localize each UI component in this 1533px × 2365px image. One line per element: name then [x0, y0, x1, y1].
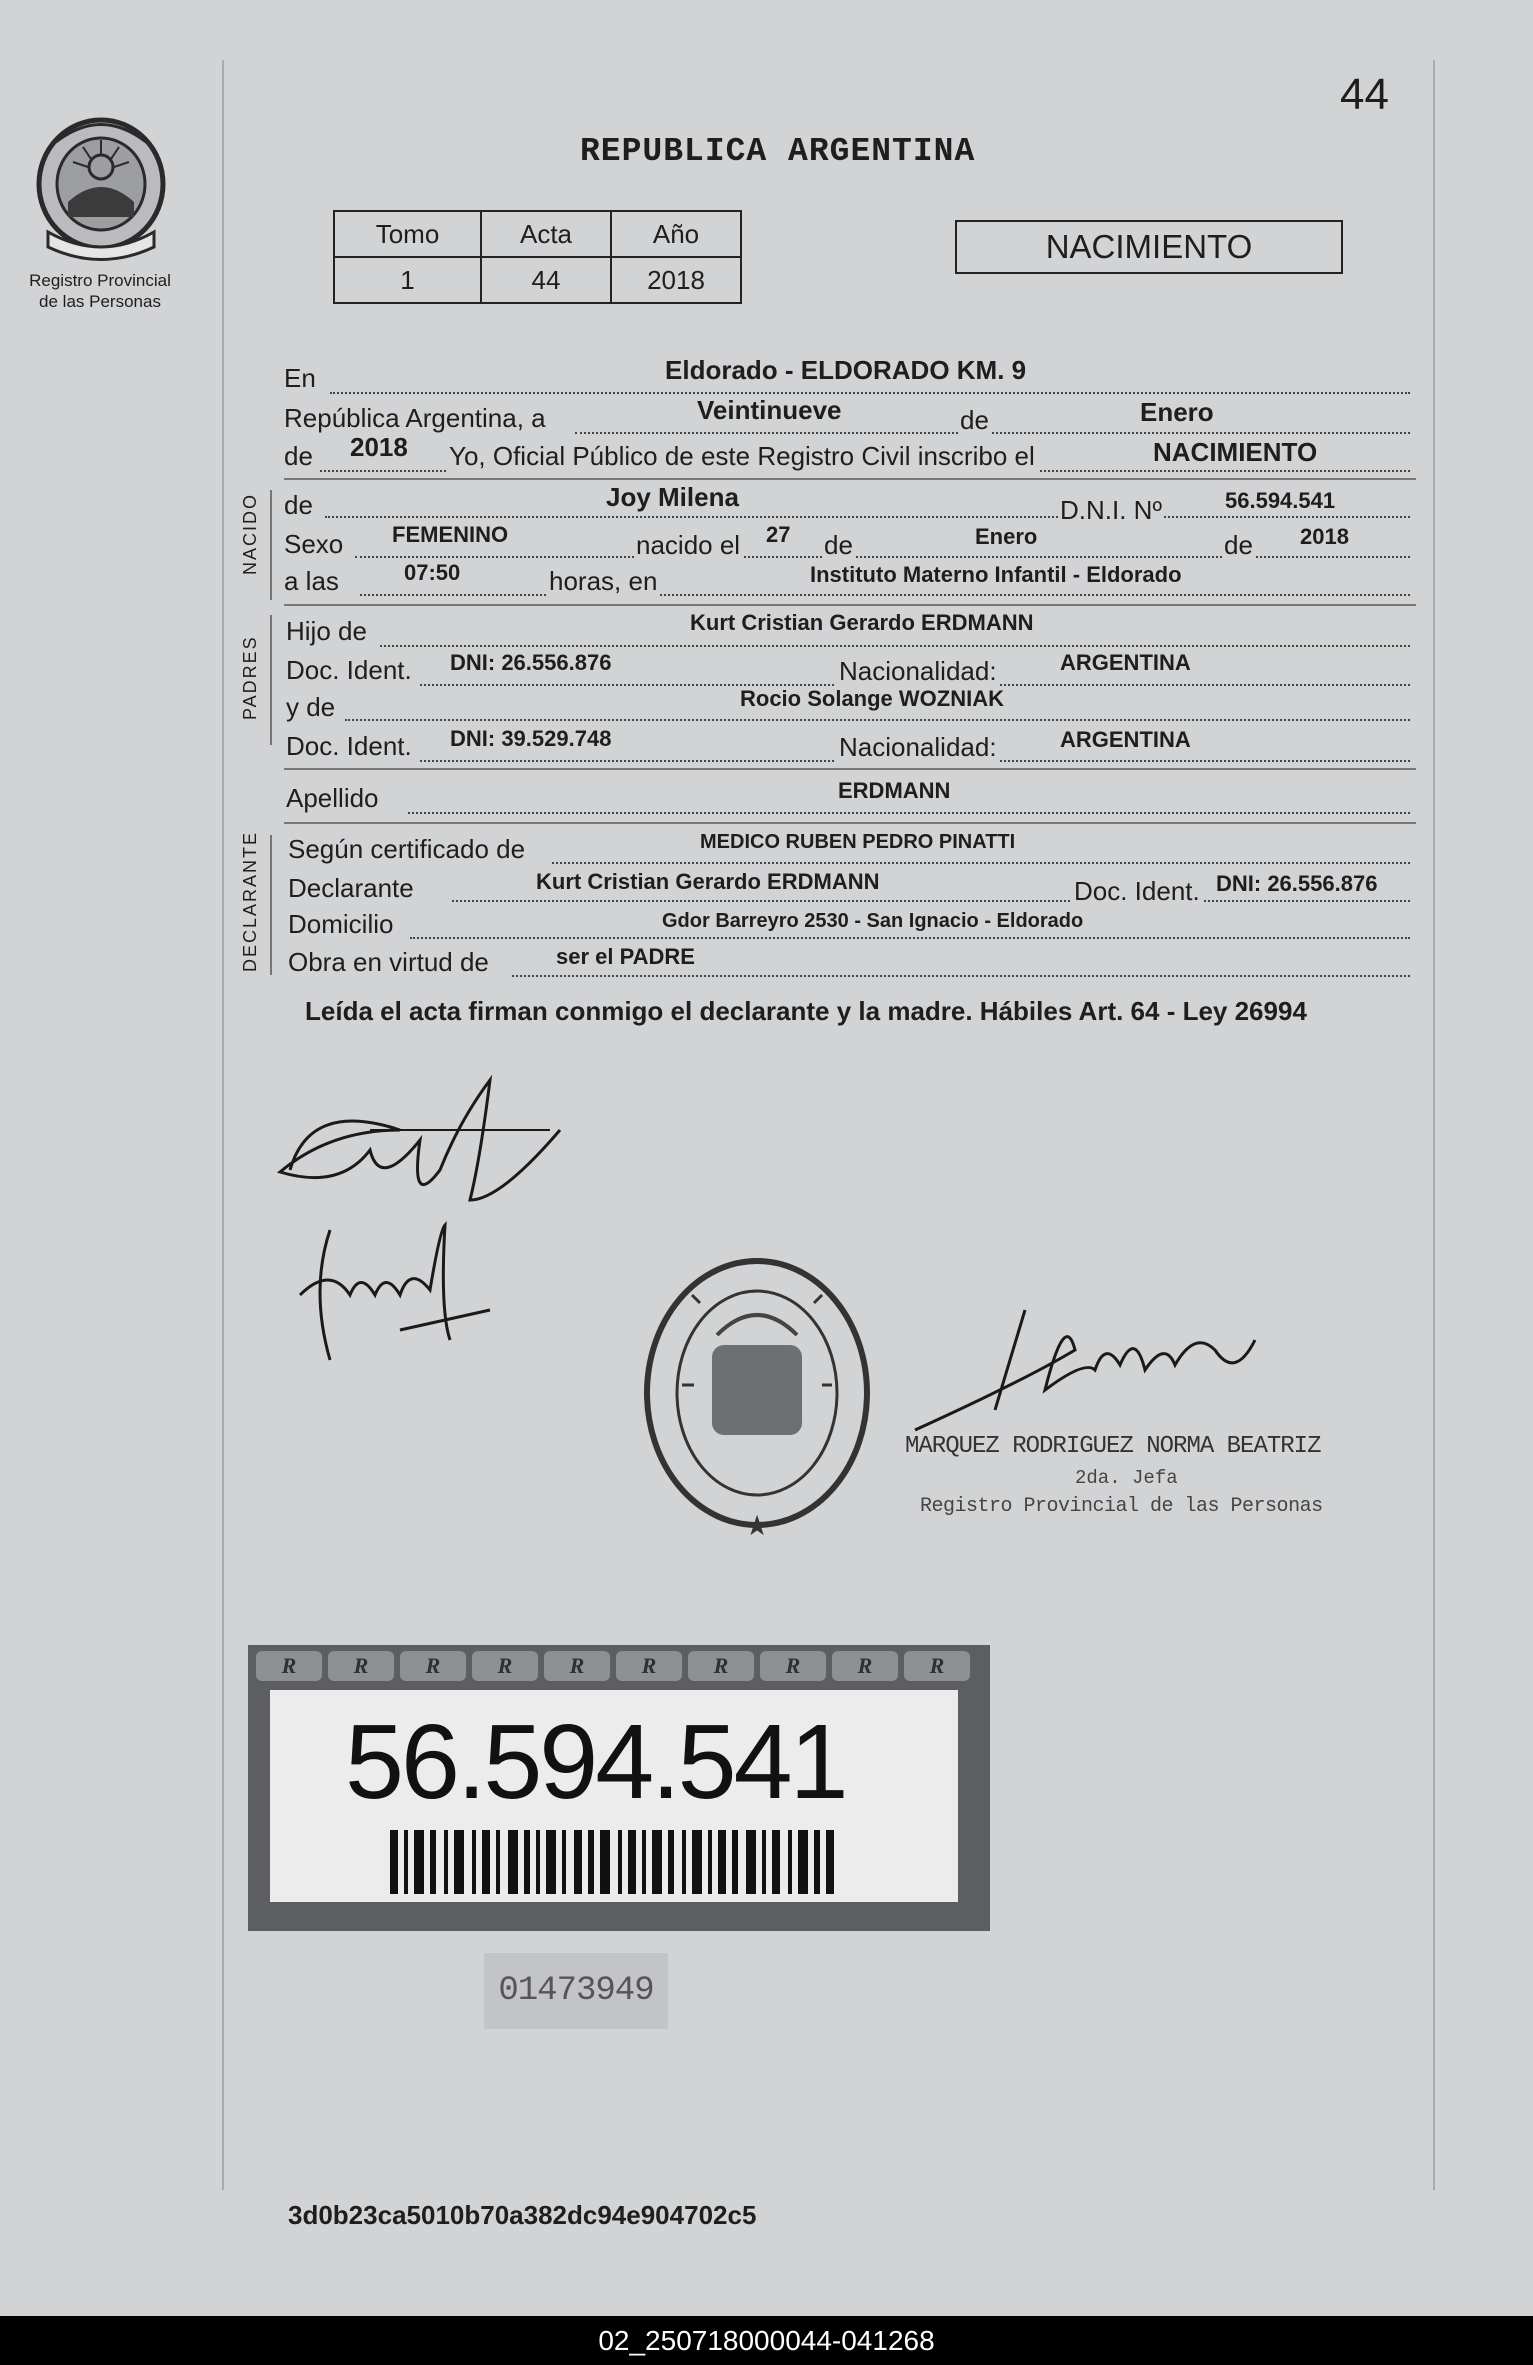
year-value: 2018 — [350, 432, 408, 462]
nacionalidad-label: Nacionalidad: — [836, 656, 1000, 687]
father-nationality-value: ARGENTINA — [1060, 650, 1191, 675]
registry-stamp — [632, 1235, 882, 1565]
pattern-mark: R — [256, 1651, 322, 1681]
official-role: 2da. Jefa — [1075, 1467, 1178, 1489]
dni-label-inner — [270, 1690, 958, 1902]
pattern-mark: R — [760, 1651, 826, 1681]
misiones-province-seal — [28, 112, 174, 262]
barcode — [390, 1830, 835, 1894]
mother-name-value: Rocio Solange WOZNIAK — [740, 686, 1004, 711]
pattern-mark: R — [616, 1651, 682, 1681]
address-value: Gdor Barreyro 2530 - San Ignacio - Eldorado — [662, 910, 1084, 932]
padres-section-label: PADRES — [240, 635, 260, 720]
dotted-line — [380, 645, 1410, 647]
y-de-label: y de — [286, 692, 336, 722]
dotted-line — [452, 900, 1410, 902]
right-margin-line — [1433, 60, 1435, 2190]
separator — [284, 822, 1416, 824]
a-las-label: a las — [284, 566, 339, 596]
dotted-line — [360, 594, 1410, 596]
official-signature — [905, 1290, 1265, 1440]
office-caption — [10, 270, 190, 312]
declarant-name-value: Kurt Cristian Gerardo ERDMANN — [536, 869, 880, 894]
birth-year-value: 2018 — [1300, 524, 1349, 549]
section-bar — [270, 490, 272, 600]
footer-id-bar: 02_250718000044-041268 — [0, 2316, 1533, 2365]
separator — [284, 604, 1416, 606]
birth-time-value: 07:50 — [404, 560, 461, 585]
republica-label: República Argentina, a — [284, 403, 546, 433]
dotted-line — [345, 719, 1410, 721]
doc-label: Doc. Ident. — [1074, 876, 1200, 906]
page-number: 44 — [1340, 70, 1389, 119]
hijo-de-label: Hijo de — [286, 616, 367, 646]
acta-value: 44 — [481, 257, 611, 303]
mother-nationality-value: ARGENTINA — [1060, 727, 1191, 752]
nacionalidad-label: Nacionalidad: — [836, 732, 1000, 763]
tomo-header: Tomo — [334, 211, 481, 257]
month-value: Enero — [1140, 397, 1214, 427]
svg-text:★: ★ — [744, 1510, 770, 1541]
apellido-value: ERDMANN — [838, 778, 951, 803]
office-caption-line1: Registro Provincial — [29, 271, 171, 290]
section-bar — [270, 835, 272, 975]
de-label: de — [824, 530, 853, 560]
birth-place-value: Instituto Materno Infantil - Eldorado — [810, 562, 1182, 587]
dotted-line — [552, 862, 1410, 864]
dotted-line — [410, 937, 1410, 939]
doc-label: Doc. Ident. — [286, 655, 412, 685]
pattern-mark: R — [472, 1651, 538, 1681]
dni-label-number: 56.594.541 — [345, 1703, 846, 1821]
day-words-value: Veintinueve — [697, 395, 842, 425]
official-name: MARQUEZ RODRIGUEZ NORMA BEATRIZ — [905, 1433, 1321, 1460]
birth-day-value: 27 — [766, 522, 791, 547]
birth-month-value: Enero — [975, 524, 1038, 549]
separator — [284, 478, 1416, 480]
nacido-el-label: nacido el — [636, 530, 741, 560]
left-margin-line — [222, 60, 224, 2190]
pattern-mark: R — [832, 1651, 898, 1681]
de-label: de — [284, 441, 313, 471]
pattern-mark: R — [904, 1651, 970, 1681]
father-name-value: Kurt Cristian Gerardo ERDMANN — [690, 610, 1034, 635]
closing-statement: Leída el acta firman conmigo el declarante y la madre. Hábiles Art. 64 - Ley 26994 — [305, 996, 1307, 1026]
doc-label: Doc. Ident. — [286, 731, 412, 761]
nacido-section-label: NACIDO — [240, 492, 260, 575]
inscribo-text: Yo, Oficial Público de este Registro Civil inscribo el — [446, 441, 1038, 472]
father-doc-value: DNI: 26.556.876 — [450, 650, 612, 675]
pattern-mark: R — [328, 1651, 394, 1681]
pattern-mark: R — [688, 1651, 754, 1681]
apellido-label: Apellido — [286, 783, 379, 813]
official-office: Registro Provincial de las Personas — [920, 1495, 1323, 1518]
dotted-line — [512, 975, 1410, 977]
mother-signature — [290, 1210, 510, 1370]
dotted-line — [575, 432, 1410, 434]
section-bar — [270, 615, 272, 745]
place-value: Eldorado - ELDORADO KM. 9 — [665, 355, 1027, 385]
mother-doc-value: DNI: 39.529.748 — [450, 726, 612, 751]
sexo-value: FEMENINO — [392, 522, 509, 547]
declarant-doc-value: DNI: 26.556.876 — [1216, 871, 1378, 896]
serial-number: 01473949 — [484, 1953, 668, 2029]
capacity-value: ser el PADRE — [556, 944, 695, 969]
dotted-line — [408, 812, 1410, 814]
pattern-mark: R — [544, 1651, 610, 1681]
de-label: de — [1224, 530, 1253, 560]
certificado-label: Según certificado de — [288, 834, 526, 864]
pattern-mark: R — [400, 1651, 466, 1681]
de-label: de — [284, 490, 313, 520]
office-caption-line2: de las Personas — [39, 292, 161, 311]
child-name-value: Joy Milena — [606, 482, 739, 512]
book-reference-table — [333, 210, 742, 304]
act-kind-value: NACIMIENTO — [1153, 437, 1318, 467]
separator — [284, 768, 1416, 770]
domicilio-label: Domicilio — [288, 909, 394, 939]
dotted-line — [330, 392, 1410, 394]
child-dni-value: 56.594.541 — [1225, 488, 1336, 513]
dotted-line — [325, 516, 1410, 518]
dni-label: D.N.I. Nº — [1060, 495, 1162, 525]
de-label: de — [960, 405, 989, 435]
horas-label: horas, en — [546, 566, 660, 597]
declarante-label: Declarante — [288, 873, 414, 903]
obra-label: Obra en virtud de — [288, 947, 489, 977]
tomo-value: 1 — [334, 257, 481, 303]
anio-value: 2018 — [611, 257, 741, 303]
hash-code: 3d0b23ca5010b70a382dc94e904702c5 — [288, 2200, 757, 2230]
security-pattern — [256, 1651, 980, 1685]
document-title: REPUBLICA ARGENTINA — [580, 133, 976, 170]
record-type-box: NACIMIENTO — [955, 220, 1343, 274]
declarante-section-label: DECLARANTE — [240, 830, 260, 972]
acta-header: Acta — [481, 211, 611, 257]
dni-label — [248, 1645, 990, 1931]
sexo-label: Sexo — [284, 529, 344, 559]
en-label: En — [284, 363, 316, 393]
certificate-value: MEDICO RUBEN PEDRO PINATTI — [700, 831, 1016, 853]
anio-header: Año — [611, 211, 741, 257]
